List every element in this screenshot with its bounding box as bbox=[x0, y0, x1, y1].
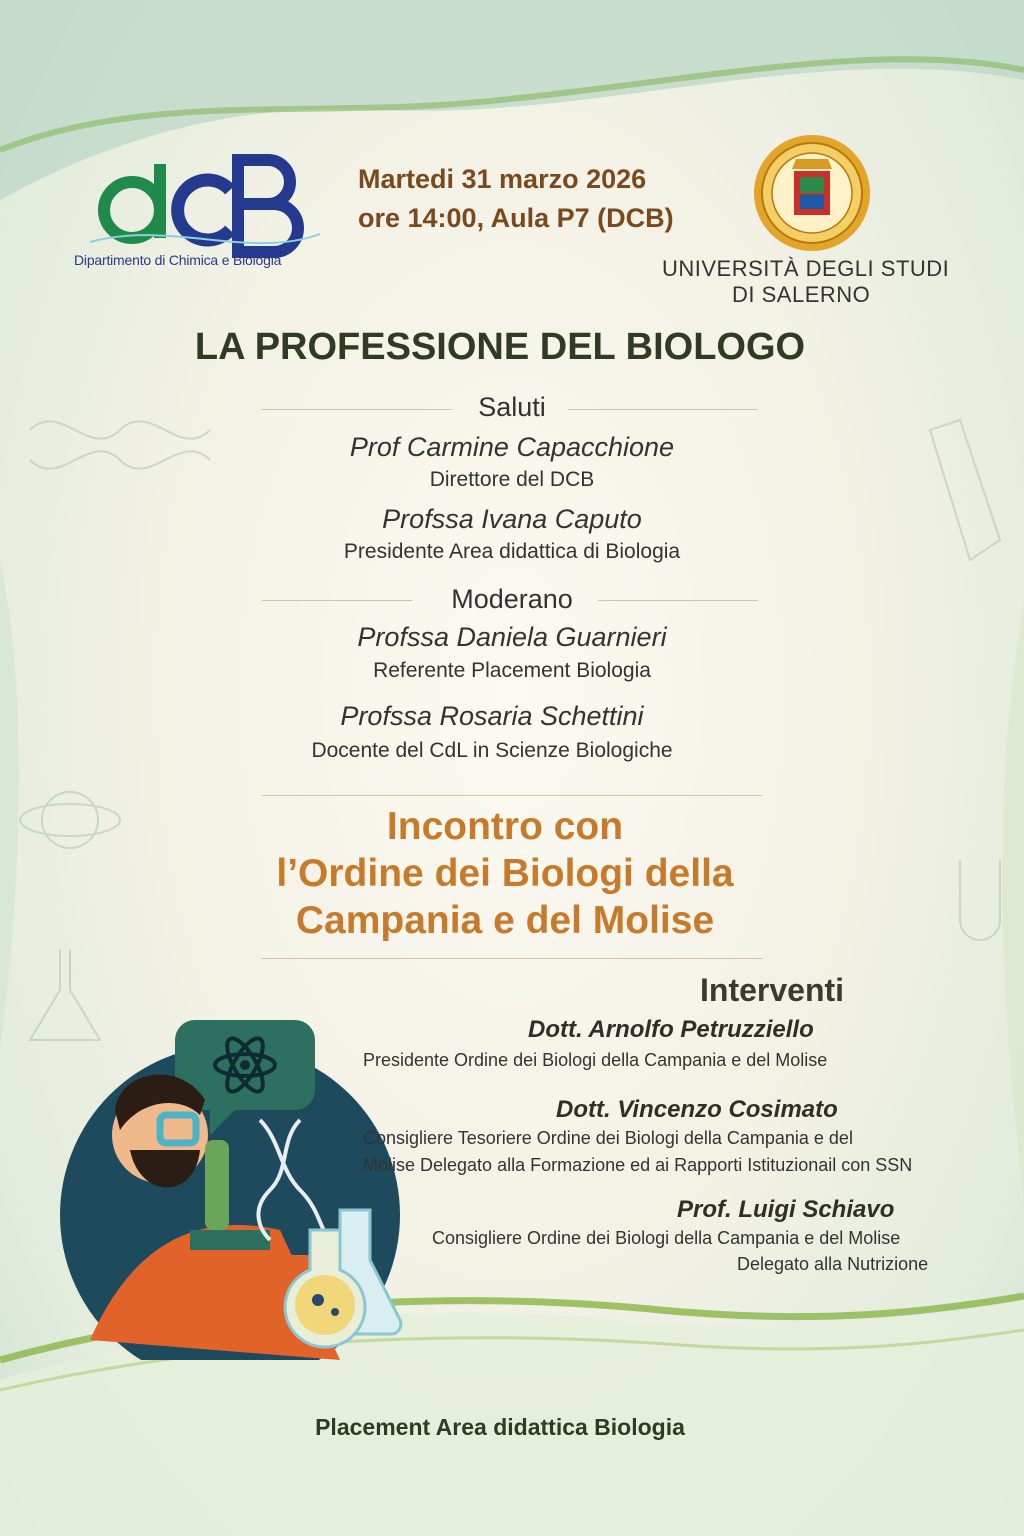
speaker-role: Molise Delegato alla Formazione ed ai Rapporti Istituzionail con SSN bbox=[363, 1155, 913, 1175]
section-heading-saluti: Saluti bbox=[478, 392, 546, 422]
speaker-name: Dott. Vincenzo Cosimato bbox=[556, 1096, 838, 1123]
event-date: Martedi 31 marzo 2026 bbox=[358, 164, 647, 194]
university-seal bbox=[752, 133, 872, 253]
footer-text: Placement Area didattica Biologia bbox=[315, 1414, 685, 1440]
saluti-person-role: Presidente Area didattica di Biologia bbox=[343, 540, 681, 563]
divider bbox=[262, 958, 762, 959]
speaker-role: Delegato alla Nutrizione bbox=[737, 1254, 929, 1274]
university-name-line1: UNIVERSITÀ DEGLI STUDI bbox=[662, 256, 950, 281]
saluti-person-name: Profssa Ivana Caputo bbox=[382, 504, 642, 534]
speaker-role: Presidente Ordine dei Biologi della Campania e del Molise bbox=[363, 1050, 828, 1070]
dcb-caption: Dipartimento di Chimica e Biologia bbox=[74, 252, 282, 268]
headline bbox=[0, 803, 1010, 944]
speaker-name: Dott. Arnolfo Petruzziello bbox=[528, 1016, 814, 1043]
speaker-role: Consigliere Tesoriere Ordine dei Biologi della Campania e del bbox=[363, 1128, 853, 1148]
saluti-person-name: Prof Carmine Capacchione bbox=[349, 432, 675, 462]
page-title: LA PROFESSIONE DEL BIOLOGO bbox=[194, 326, 806, 368]
speaker-name: Prof. Luigi Schiavo bbox=[677, 1196, 895, 1223]
moderator-role: Referente Placement Biologia bbox=[373, 659, 651, 682]
headline-line: Incontro con bbox=[386, 805, 624, 848]
university-name-line2: DI SALERNO bbox=[732, 282, 871, 307]
headline-line: l’Ordine dei Biologi della bbox=[276, 852, 734, 895]
section-heading-interventi: Interventi bbox=[700, 972, 845, 1008]
moderator-name: Profssa Daniela Guarnieri bbox=[357, 622, 667, 652]
section-heading-moderano: Moderano bbox=[451, 584, 573, 614]
speaker-role: Consigliere Ordine dei Biologi della Campania e del Molise bbox=[432, 1228, 901, 1248]
headline-line: Campania e del Molise bbox=[295, 899, 715, 942]
moderator-name: Profssa Rosaria Schettini bbox=[340, 701, 644, 731]
divider bbox=[262, 795, 762, 796]
moderator-role: Docente del CdL in Scienze Biologiche bbox=[311, 739, 673, 762]
saluti-person-role: Direttore del DCB bbox=[429, 468, 595, 491]
event-time-place: ore 14:00, Aula P7 (DCB) bbox=[358, 203, 674, 233]
